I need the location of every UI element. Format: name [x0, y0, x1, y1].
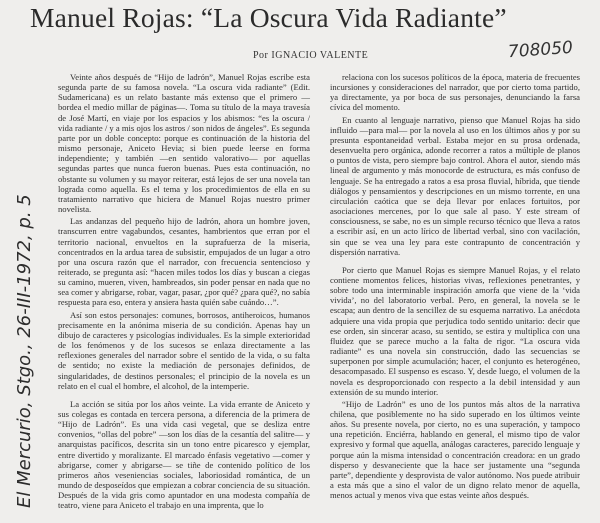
paragraph: Por cierto que Manuel Rojas es siempre Manuel Rojas, y el relato contiene momentos felices, historias vivas, reflexiones penetrantes, y sobre todo una interminable inspiración amorfa que viene de la ‘vida vivida’, no del laboratorio verbal. Pero, en general, la novela se le escapa; aun dentro de la sencillez de su esquema narrativo. La anécdota adquiere una vida propia que perjudica todo sentido unitario: decir que ese orden, sin sincerar acaso, su sentido, se estira y multiplica con una fluidez que se parece mucho a la falta de rigor. “La oscura vida radiante” es una novela sin construcción, dado las secuencias se superponen por simple acumulación; hacer, el conjunto es heterogéneo, desacompasado. El suspenso es escaso. Y, desde luego, el volumen de la novela es desproporcionado con respecto a la debil intensidad y aun extensión de su mundo interior. [330, 264, 580, 397]
archive-number: 708050 [507, 37, 574, 63]
paragraph: relaciona con los sucesos políticos de la época, materia de frecuentes incursiones y consideraciones del narrador, que por cierto toma partido, ya directamente, ya por boca de sus personajes, denunciando la farsa cívica del momento. [330, 72, 580, 113]
paragraph: “Hijo de Ladrón” es uno de los puntos más altos de la narrativa chilena, que posiblemente no ha sido superado en los últimos veinte años. Su presente novela, por cierto, no es una superación, y tampoco una repetición. Enciérra, hablando en general, el mismo tipo de valor expresivo y formal que aquella, análogas caracteres, parecido lenguaje y porque aún la misma intensidad o concentración creadora: en un grado disperso y desvaneciente que la hace ser justamente una “segunda parte”, dependiente y desprovista de valor autónomo. Nos puede atribuir a esta más que a sino el valor de un digno relato menor de aquella, menos actual y menos viva que estas veinte años después. [330, 398, 580, 501]
article-title: Manuel Rojas: “La Oscura Vida Radiante” [30, 2, 507, 33]
article-byline: Por IGNACIO VALENTE [253, 50, 369, 61]
paragraph: Las andanzas del pequeño hijo de ladrón, ahora un hombre joven, transcurren entre vagabundos, cesantes, hambrientos que erran por el territorio nacional, envueltos en la suprafuerza de la miseria, concentrados en la ardua tarea de subsistir, empujados de un lugar a otro por una oscura razón que el narrador, con frecuencia sentencioso y reiterado, se pregunta así: “hacen miles todos los días y buscan a ciegas su camino, mueren, viven, hambreados, sin poder pensar en nada que no sea comer y abrigarse, robar, vagar, pasar, ¿por qué? ¿para qué?, no sabía respuesta para eso, entera y ansiera hasta quién sabe cuándo…”. [58, 216, 310, 308]
paragraph: Veinte años después de “Hijo de ladrón”, Manuel Rojas escribe esta segunda parte de su famosa novela. “La oscura vida radiante” (Edit. Sudamericana) es un relato bastante más extenso que el primero —bordea el medio millar de páginas—. Toma su título de la maya travesía de José Martí, en viaje por los espacios y los abismos: “es la oscura / vida radiante / y a mis ojos los astros / son nidos de ángeles”. Es segunda parte por un doble concepto: porque es continuación de la historia del mismo personaje, Aniceto Hevia; si bien puede leerse en forma independiente; y también —en sentido valorativo— por aquellas segundas partes que nunca fueron buenas. Pues esta continuación, no obstante su volumen y su mayor reiterar, está lejos de ser una novela tan lograda como aquella. Es el tema y los procedimientos de ella en su tratamiento narrativo que hiciera de Manuel Rojas nuestro primer novelista. [58, 72, 310, 215]
paragraph: En cuanto al lenguaje narrativo, pienso que Manuel Rojas ha sido influido —para mal— por la novela al uso en los últimos años y por su presunta espontaneidad verbal. Estaba mejor en su prosa ordenada, desenvuelta pero orgánica, adonde recorrer a ratos a múltiple de planos o puntos de vista, pero siempre bajo control. Ahora el autor, siendo más lineal de argumento y más monocorde de estructura, es más confuso de lenguaje. Se ha entregado a ratos a esa prosa fluvial, híbrida, que tiende diálogos y pensamientos y descripciones en un mismo torrente, en una circulación caótica que se deja llevar por enlaces fortuitos, por asociaciones mercenes, por lo que sale al paso. Y este stream of consciousness, se sabe, no es un simple recurso técnico que lleva a ratos a escribir así, en un acto lírico de libertad verbal, sino con vacilación, sin que se vea una ley para este contrapunto de concentración y dispersión narrativa. [330, 114, 580, 257]
paragraph: Así son estos personajes: comunes, borrosos, antiheroicos, humanos precisamente en la anónima miseria de su condición. Apenas hay un dibujo de caracteres y psicologías individuales. Es la simple exterioridad de los fenómenos y de los sucesos se enlaza directamente a las reflexiones generales del narrador sobre el sentido de la vida, o su falta de sentido; no existe la mediación de personajes definidos, de singularidades, de destinos personales; el principio de la novela es un relato en el cual el hombre, el alcohol, de la intemperie. [58, 309, 310, 391]
paragraph: La acción se sitúa por los años veinte. La vida errante de Aniceto y sus colegas es contada en tercera persona, a diferencia de la primera de “Hijo de Ladrón”. Es una vida casi vegetal, que se desliza entre convenios, “ollas del pobre” —son los días de la cesantía del salitre— y anarquistas pacíficos, descrita sin un tono entre picaresco y ejemplar, entre divertido y moralizante. El marcado énfasis vegetativo —comer y abrigarse, comer y abrigarse— se tiñe de contenido político de los primeros años veseniencias sociales, laboriosidad romántica, de un mundo de desposeídos que empiezan a cobrar conciencia de su situación. Después de la vida gris como apuntador en una modesta compañía de teatro, viene para Aniceto el trabajo en una imprenta, que lo [58, 398, 310, 511]
left-column [58, 72, 310, 513]
right-column [330, 72, 580, 502]
handwritten-source-note: El Mercurio, Stgo., 26-III-1972, p. 5 [14, 194, 35, 508]
